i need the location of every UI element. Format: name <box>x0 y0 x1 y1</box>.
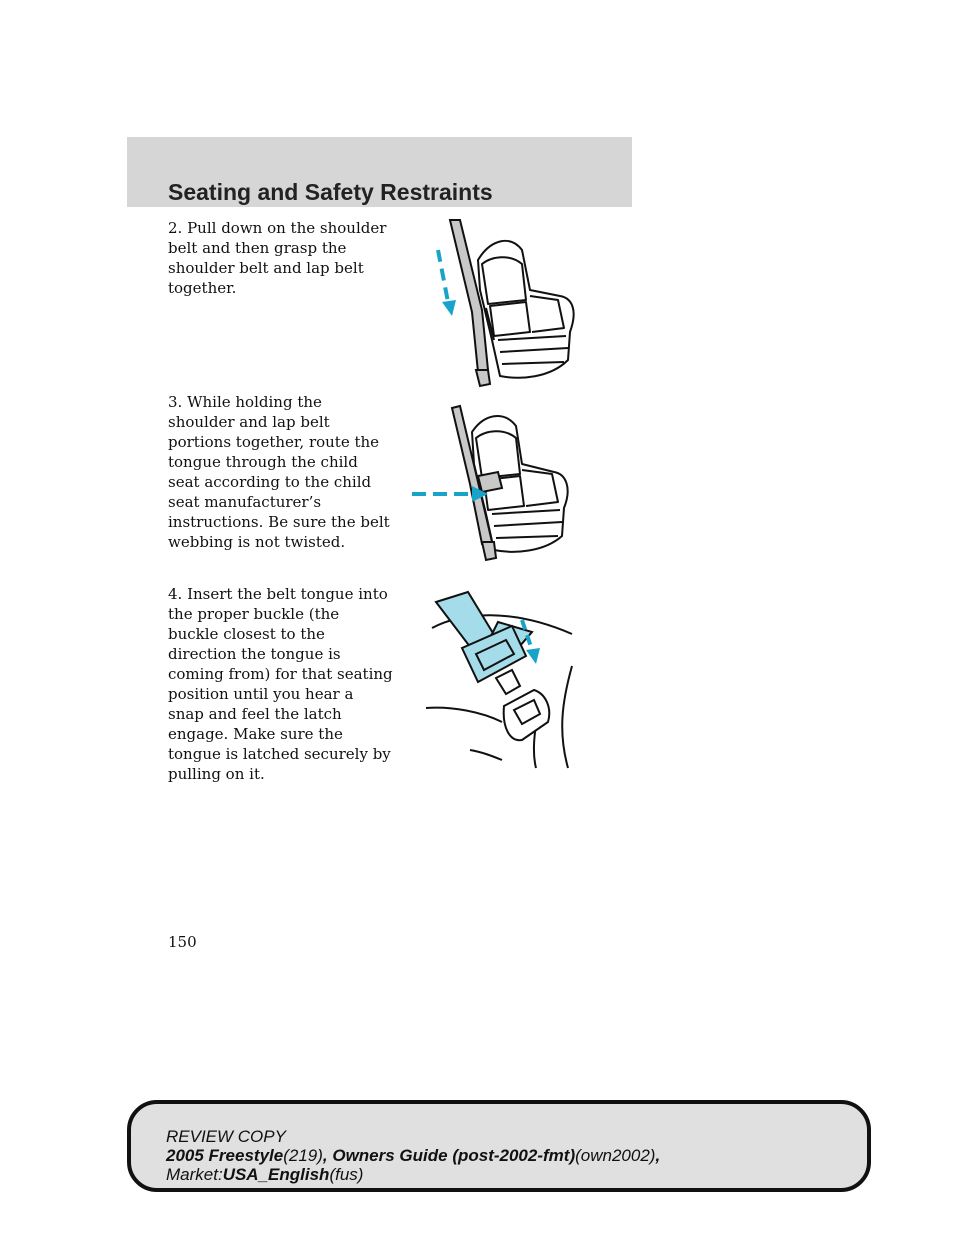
footer-separator-2: , <box>655 1146 661 1165</box>
footer-model: 2005 Freestyle <box>166 1146 284 1165</box>
child-seat-pull-belt-illustration <box>430 220 590 390</box>
step-3-text: 3. While holding the shoulder and lap belt portions together, route the tongue through the child seat according to the child seat manufacturer’s instructions. Be sure the belt webbing is not twisted. <box>168 393 390 551</box>
child-seat-route-tongue-illustration <box>412 402 582 572</box>
footer-guide-code: (own2002) <box>575 1146 656 1165</box>
footer-document-info <box>166 1146 660 1165</box>
footer-review-copy: REVIEW COPY <box>166 1127 286 1146</box>
footer-market-label: Market: <box>166 1165 223 1184</box>
footer-market: USA_English <box>222 1165 330 1184</box>
footer-guide-name: Owners Guide (post-2002-fmt) <box>332 1146 576 1165</box>
belt-tongue-buckle-illustration <box>422 582 582 772</box>
footer-model-code: (219) <box>283 1146 323 1165</box>
footer-market-info <box>166 1165 363 1184</box>
section-title: Seating and Safety Restraints <box>168 179 493 205</box>
step-2-text: 2. Pull down on the shoulder belt and then grasp the shoulder belt and lap belt together. <box>168 219 387 297</box>
step-4-text: 4. Insert the belt tongue into the proper buckle (the buckle closest to the direction the tongue is coming from) for that seating position until you hear a snap and feel the latch engage. Make sure the tongue is latched securely by pulling on it. <box>168 585 393 783</box>
footer-separator-1: , <box>322 1146 333 1165</box>
page-number: 150 <box>168 933 197 951</box>
footer-market-code: (fus) <box>329 1165 364 1184</box>
